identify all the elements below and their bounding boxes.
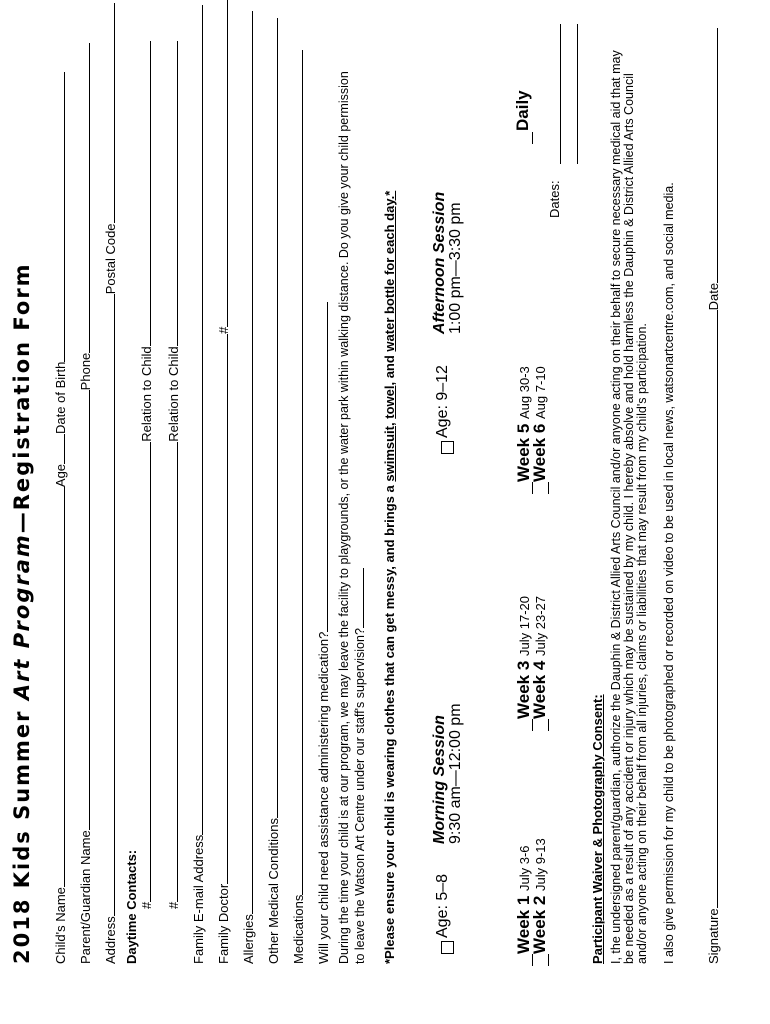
signature-label: Signature: [706, 908, 721, 964]
medication-question-label: Will your child need assistance administering medication?: [316, 631, 331, 964]
title-italic: Art Program: [10, 533, 34, 701]
contact2-hash: #: [166, 901, 181, 909]
week6-check[interactable]: [548, 482, 549, 494]
medications-row: [290, 50, 306, 964]
allergies-label: Allergies: [241, 914, 256, 964]
medication-answer-field[interactable]: [315, 302, 328, 632]
week4: [530, 596, 550, 719]
week2-dates: July 9-13: [533, 838, 548, 891]
medications-label: Medications: [291, 894, 306, 964]
email-row: [190, 5, 206, 964]
afternoon-session-time: 1:00 pm—3:30 pm: [447, 202, 464, 334]
parent-name-label: Parent/Guardian Name: [78, 830, 93, 964]
dates-label: Dates:: [547, 180, 562, 218]
morning-age-label: Age: 5–8: [434, 873, 451, 938]
contact2-number-field[interactable]: [165, 442, 178, 902]
week4-label: Week 4: [530, 660, 549, 719]
week6-label: Week 6: [530, 423, 549, 482]
week1-dates: July 3-6: [517, 845, 532, 891]
allergies-field[interactable]: [240, 11, 253, 914]
contact2-relation-field[interactable]: [165, 41, 178, 346]
other-medical-row: [265, 18, 281, 964]
contact2-relation-label: Relation to Child: [166, 346, 181, 442]
age-field[interactable]: [52, 434, 65, 464]
contact1-hash: #: [139, 901, 154, 909]
postal-code-label: Postal Code: [103, 223, 118, 295]
week3-label: Week 3: [514, 660, 533, 719]
week5-check[interactable]: [532, 482, 533, 494]
week6: [530, 366, 550, 482]
dates-line-2[interactable]: [577, 24, 578, 164]
consent-heading: Participant Waiver & Photography Consent:: [590, 694, 605, 964]
afternoon-checkbox[interactable]: [441, 441, 454, 454]
notice-and: , and: [382, 351, 397, 386]
dob-label: Date of Birth: [53, 361, 68, 434]
age-label: Age: [53, 463, 68, 488]
email-label: Family E-mail Address: [191, 834, 206, 964]
doctor-number-field[interactable]: [215, 0, 228, 327]
child-name-label: Child's Name: [53, 887, 68, 964]
signature-row: [705, 28, 721, 964]
week1-label: Week 1: [514, 895, 533, 954]
contact1-relation-label: Relation to Child: [139, 346, 154, 442]
clothing-notice: [383, 64, 396, 964]
afternoon-age-label: Age: 9–12: [434, 365, 451, 438]
parent-row: [77, 43, 93, 964]
supervision-text: During the time your child is at our program, we may leave the facility to playgrounds, or the water park within walking distance. Do you give your child permission to leave the Watson Art Centre under our staff's supervision?: [337, 71, 367, 964]
other-medical-field[interactable]: [265, 18, 278, 818]
email-field[interactable]: [190, 5, 203, 835]
date-field[interactable]: [705, 28, 718, 283]
daily-check[interactable]: [532, 132, 533, 144]
medications-field[interactable]: [290, 50, 303, 895]
week4-check[interactable]: [548, 719, 549, 731]
address-field[interactable]: [102, 294, 115, 916]
title-part1: 2018 Kids Summer: [10, 700, 34, 964]
doctor-label: Family Doctor: [216, 883, 231, 964]
phone-field[interactable]: [77, 43, 90, 353]
week5-label: Week 5: [514, 423, 533, 482]
morning-session-label: Morning Session: [431, 715, 448, 844]
morning-session-time: 9:30 am—12:00 pm: [447, 703, 464, 844]
contact1-number-field[interactable]: [138, 442, 151, 902]
notice-water-bottle: water bottle for each day.*: [382, 190, 397, 352]
photo-consent: I also give permission for my child to be photographed or recorded on video to be used in local news, watsonartcentre.com, and social media.: [662, 182, 676, 964]
week3-dates: July 17-20: [517, 596, 532, 656]
doctor-hash: #: [216, 326, 231, 334]
week1-check[interactable]: [532, 954, 533, 966]
notice-comma: ,: [382, 418, 397, 426]
contact1-relation-field[interactable]: [138, 41, 151, 346]
dob-field[interactable]: [52, 72, 65, 362]
address-label: Address: [103, 916, 118, 964]
doctor-field[interactable]: [215, 334, 228, 884]
notice-swimsuit: swimsuit: [382, 426, 397, 482]
week4-dates: July 23-27: [533, 596, 548, 656]
notice-text: *Please ensure your child is wearing clothes that can get messy, and brings a: [382, 481, 397, 964]
supervision-paragraph: [338, 64, 367, 964]
child-name-field[interactable]: [52, 487, 65, 887]
title-part2: —Registration Form: [10, 262, 34, 534]
week2-check[interactable]: [548, 954, 549, 966]
morning-checkbox[interactable]: [441, 941, 454, 954]
address-row: [102, 3, 118, 964]
contact2-row: [165, 41, 181, 909]
doctor-row: [215, 0, 231, 964]
contact1-row: [138, 41, 154, 909]
week5-dates: Aug 30-3: [517, 366, 532, 419]
form-title: [10, 262, 34, 964]
week2-label: Week 2: [530, 895, 549, 954]
consent-body: I, the undersigned parent/guardian, authorize the Dauphin & District Allied Arts Council and/or anyone acting on their behalf to secure necessary medical aid that may be needed as a result of any accident or injury which may be sustained by my child. I hereby absolve and hold harmless the Dauphin & District Allied Arts Council and/or anyone acting on their behalf from all injuries, claims or liabilities that may result from my child's participation.: [609, 50, 649, 964]
daytime-contacts-label: Daytime Contacts:: [124, 849, 139, 964]
supervision-answer-field[interactable]: [351, 568, 364, 628]
afternoon-session-label: Afternoon Session: [431, 191, 448, 334]
parent-name-field[interactable]: [77, 390, 90, 830]
signature-field[interactable]: [705, 310, 718, 908]
medication-question-row: [315, 302, 331, 964]
notice-towel: towel: [382, 385, 397, 419]
dates-line-1[interactable]: [560, 24, 561, 164]
daily-label: Daily: [513, 90, 532, 131]
week2: [530, 838, 550, 954]
week6-dates: Aug 7-10: [533, 366, 548, 419]
other-medical-label: Other Medical Conditions: [266, 818, 281, 964]
phone-label: Phone: [78, 352, 93, 391]
allergies-row: [240, 11, 256, 964]
week3-check[interactable]: [532, 719, 533, 731]
postal-code-field[interactable]: [102, 3, 115, 223]
child-name-row: [52, 72, 68, 964]
date-label: Date: [706, 282, 721, 311]
